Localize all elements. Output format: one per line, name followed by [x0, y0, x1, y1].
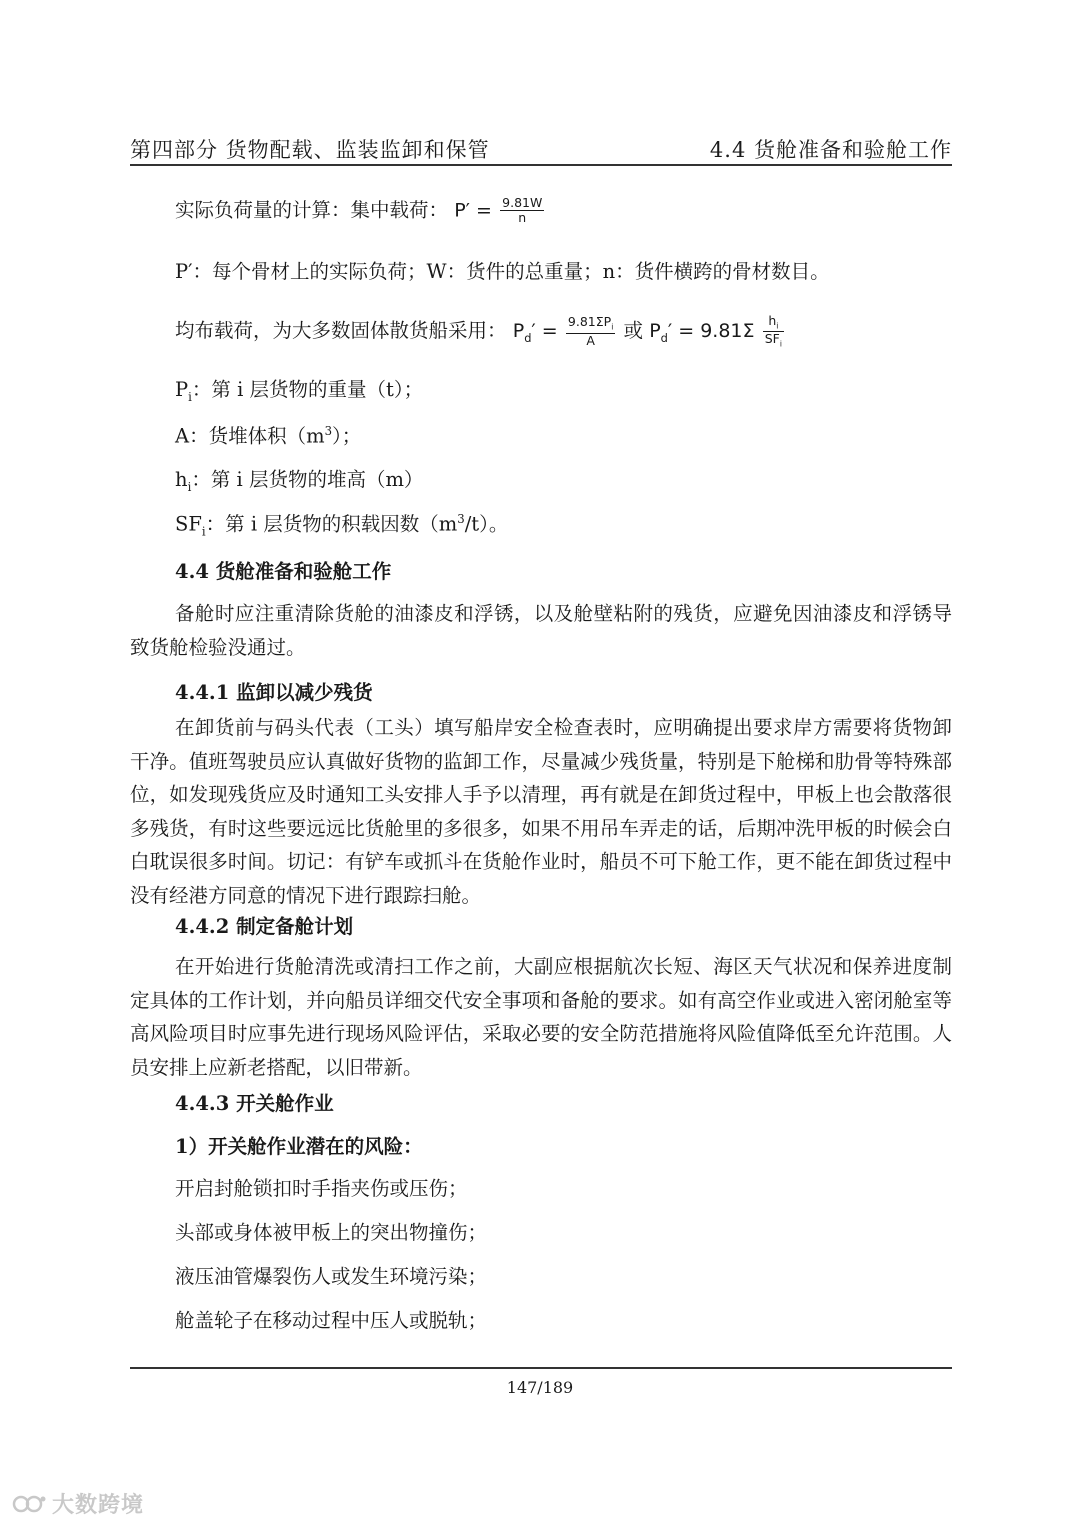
risk-item: 开启封舱锁扣时手指夹伤或压伤； — [175, 1177, 468, 1200]
formula-numerator-2: $h_i$ — [763, 314, 784, 332]
watermark-logo-icon — [12, 1493, 46, 1515]
definition-hi: $h_i$：第 i 层货物的堆高（m） — [175, 468, 424, 494]
section-4-4-1-paragraph: 在卸货前与码头代表（工头）填写船岸安全检查表时，应明确提出要求岸方需要将货物卸干净。值班驾驶员应认真做好货物的监卸工作，尽量减少残货量，特别是下舱梯和肋骨等特殊部位，如发现残货应及时通知工头安排人手予以清理，再有就是在卸货过程中，甲板上也会散落很多残货，有时这些要远远比货舱里的多很多，如果不用吊车弄走的话，后期冲洗甲板的时候会白白耽误很多时间。切记：有铲车或抓斗在货舱作业时，船员不可下舱工作，更不能在卸货过程中没有经港方同意的情况下进行跟踪扫舱。 — [130, 716, 952, 907]
section-heading-4-4-2: 4.4.2 制定备舱计划 — [175, 915, 354, 938]
formula-concentrated-load — [175, 196, 546, 226]
header-section-title: 4.4 货舱准备和验舱工作 — [709, 138, 952, 162]
running-header — [130, 128, 952, 164]
formula-lead-text: 均布载荷，为大多数固体散货船采用： — [175, 319, 507, 343]
formula-numerator: 9.81W — [502, 195, 543, 210]
risk-item: 舱盖轮子在移动过程中压人或脱轨； — [175, 1309, 488, 1332]
formula-fraction-2 — [763, 314, 784, 349]
section-4-4-paragraph: 备舱时应注重清除货舱的油漆皮和浮锈，以及舱壁粘附的残货，应避免因油漆皮和浮锈导致货舱检验没通过。 — [130, 602, 952, 659]
header-divider — [130, 164, 952, 166]
page-number: 147/189 — [506, 1378, 574, 1397]
definition-sfi: $SF_i$：第 i 层货物的积载因数$(m^3/t)$。 — [175, 512, 509, 539]
variables-definition: P′：每个骨材上的实际负荷；W：货件的总重量；n：货件横跨的骨材数目。 — [175, 260, 830, 283]
section-heading-4-4: 4.4 货舱准备和验舱工作 — [175, 560, 392, 583]
watermark-text: 大数跨境 — [52, 1493, 145, 1518]
section-4-4-2-paragraph: 在开始进行货舱清洗或清扫工作之前，大副应根据航次长短、海区天气状况和保养进度制定具体的工作计划，并向船员详细交代安全事项和备舱的要求。如有高空作业或进入密闭舱室等高风险项目时应事先进行现场风险评估，采取必要的安全防范措施将风险值降低至允许范围。人员安排上应新老搭配，以旧带新。 — [130, 955, 952, 1079]
risk-subheading: 1）开关舱作业潜在的风险： — [175, 1135, 423, 1158]
formula-denominator-1: A — [586, 332, 595, 348]
formula-numerator-1: $9.81\Sigma P_i$ — [567, 314, 614, 332]
formula-lhs-2: $P_d' = 9.81\Sigma$ — [649, 320, 755, 345]
section-heading-4-4-1: 4.4.1 监卸以减少残货 — [175, 681, 373, 704]
formula-fraction — [500, 196, 544, 226]
watermark — [12, 1488, 144, 1519]
header-part-title: 第四部分 货物配载、监装监卸和保管 — [130, 138, 490, 162]
risk-item: 头部或身体被甲板上的突出物撞伤； — [175, 1221, 488, 1244]
formula-denominator: n — [518, 210, 527, 226]
formula-lhs-1: $P_d'$ = — [512, 320, 558, 345]
formula-denominator-2: $SF_i$ — [764, 331, 782, 349]
risk-item: 液压油管爆裂伤人或发生环境污染； — [175, 1265, 488, 1288]
definition-a: A：货堆体积$(m^3)$； — [175, 424, 362, 448]
section-heading-4-4-3: 4.4.3 开关舱作业 — [175, 1092, 334, 1115]
formula-lead-text: 实际负荷量的计算：集中载荷： — [175, 198, 449, 222]
formula-or: 或 — [623, 319, 650, 343]
footer-divider — [130, 1367, 952, 1369]
formula-fraction-1 — [566, 315, 615, 348]
formula-distributed-load — [175, 314, 786, 349]
formula-lhs: P′ = — [454, 199, 492, 222]
definition-pi: $P_i$：第 i 层货物的重量（t）； — [175, 378, 424, 404]
